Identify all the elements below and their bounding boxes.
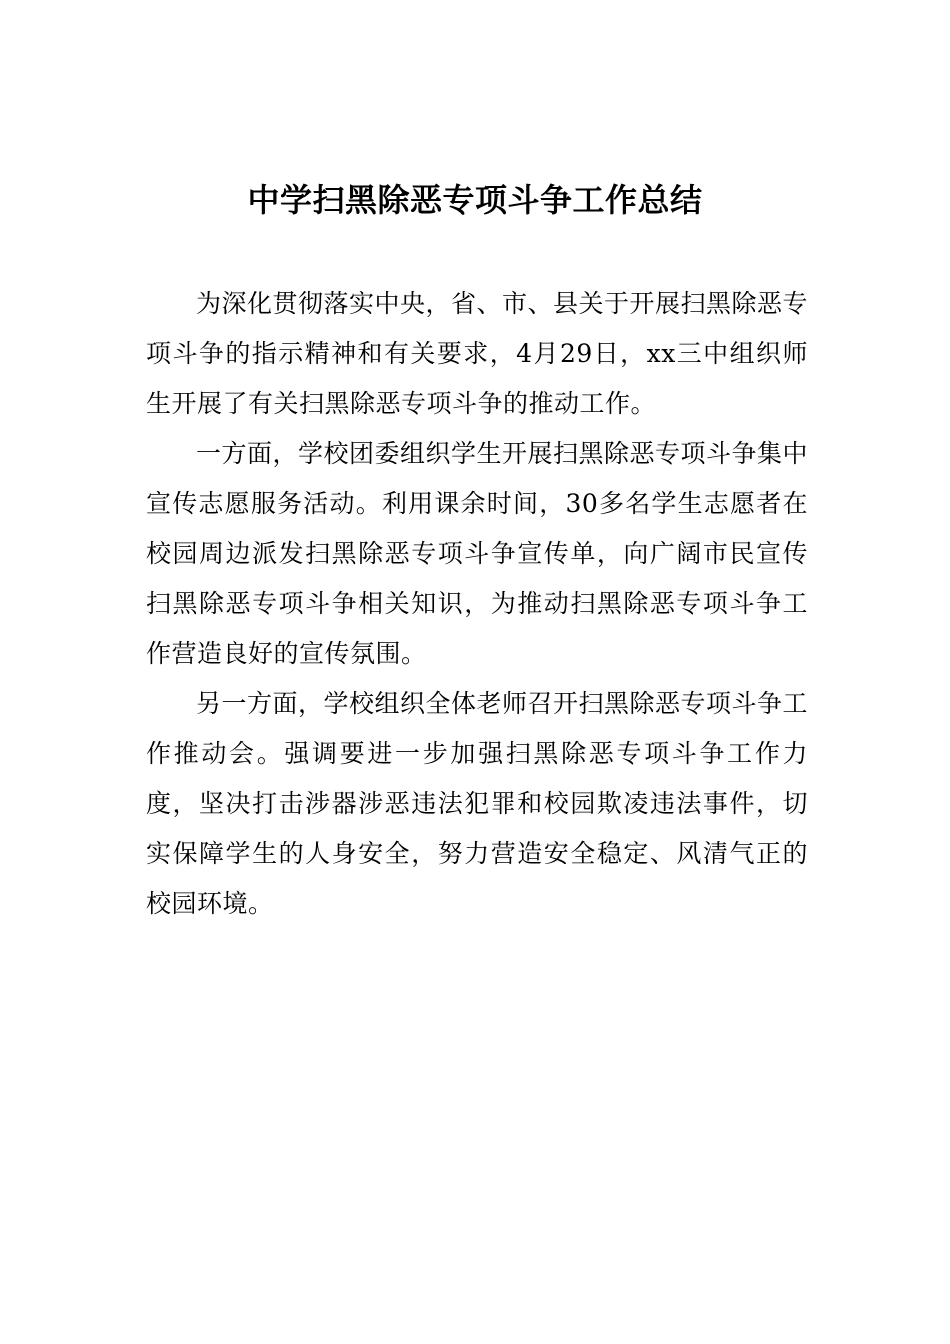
paragraph-3: 另一方面，学校组织全体老师召开扫黑除恶专项斗争工作推动会。强调要进一步加强扫黑除恶专项斗争工作力度，坚决打击涉器涉恶违法犯罪和校园欺凌违法事件，切实保障学生的人身安全，努力营造安全稳定、风清气正的校园环境。	[146, 689, 809, 918]
document-body	[146, 279, 808, 929]
paragraph-2: 一方面，学校团委组织学生开展扫黑除恶专项斗争集中宣传志愿服务活动。利用课余时间，30多名学生志愿者在校园周边派发扫黑除恶专项斗争宣传单，向广阔市民宣传扫黑除恶专项斗争相关知识，为推动扫黑除恶专项斗争工作营造良好的宣传氛围。	[146, 439, 809, 668]
document-title: 中学扫黑除恶专项斗争工作总结	[247, 181, 703, 219]
paragraph-1: 为深化贯彻落实中央，省、市、县关于开展扫黑除恶专项斗争的指示精神和有关要求，4月29日，xx三中组织师生开展了有关扫黑除恶专项斗争的推动工作。	[146, 289, 809, 418]
